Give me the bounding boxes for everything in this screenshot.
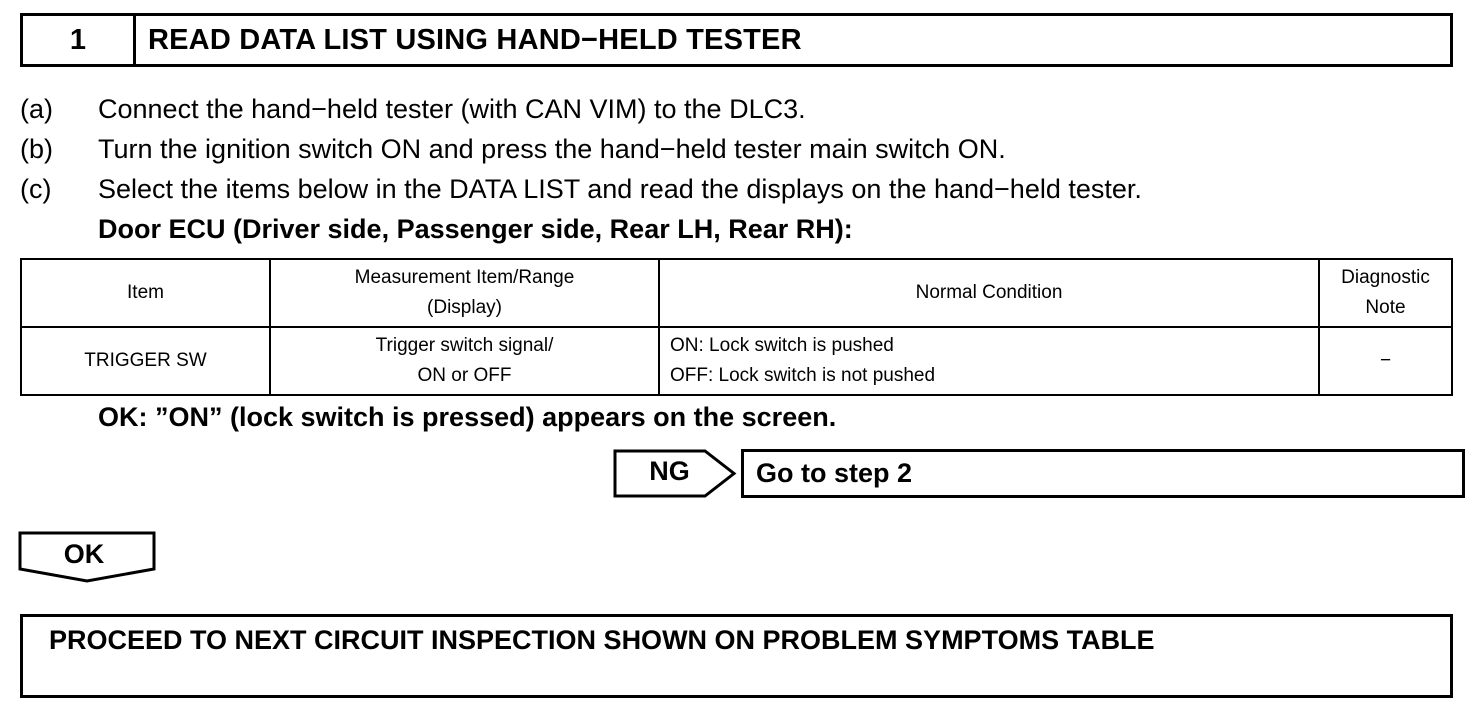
cell-normal-line2: OFF: Lock switch is not pushed — [670, 365, 936, 386]
header-diag-line2: Note — [1365, 297, 1406, 318]
final-action-text: PROCEED TO NEXT CIRCUIT INSPECTION SHOWN ON PROBLEM SYMPTOMS TABLE — [49, 625, 1155, 655]
instruction-c — [20, 174, 1142, 204]
goto-step-box: Go to step 2 — [741, 449, 1465, 498]
table-row — [21, 327, 1452, 395]
header-item: Item — [21, 259, 270, 327]
instruction-text: Turn the ignition switch ON and press the hand−held tester main switch ON. — [98, 134, 1006, 164]
instruction-label: (a) — [20, 94, 53, 124]
cell-diagnostic-note: − — [1319, 327, 1452, 395]
instruction-label: (b) — [20, 134, 53, 164]
ok-arrow-label: OK — [63, 539, 105, 569]
ok-condition: OK: ”ON” (lock switch is pressed) appears on the screen. — [98, 402, 837, 432]
header-diagnostic-note — [1319, 259, 1452, 327]
instruction-label: (c) — [20, 174, 52, 204]
ng-label: NG — [649, 456, 690, 486]
step-number: 1 — [23, 16, 136, 64]
step-header — [20, 13, 1453, 67]
header-diag-line1: Diagnostic — [1341, 267, 1430, 288]
instruction-text: Connect the hand−held tester (with CAN VIM) to the DLC3. — [98, 94, 806, 124]
final-action-box — [20, 614, 1453, 698]
cell-normal-condition — [659, 327, 1319, 395]
step-title: READ DATA LIST USING HAND−HELD TESTER — [148, 23, 802, 56]
cell-measurement-line1: Trigger switch signal/ — [375, 335, 554, 356]
data-list-table — [20, 258, 1453, 396]
header-measurement-line1: Measurement Item/Range — [354, 267, 575, 288]
cell-normal-line1: ON: Lock switch is pushed — [670, 335, 894, 356]
cell-measurement-line2: ON or OFF — [417, 365, 512, 386]
subheading: Door ECU (Driver side, Passenger side, Rear LH, Rear RH): — [98, 214, 853, 244]
cell-measurement — [270, 327, 659, 395]
cell-item: TRIGGER SW — [21, 327, 270, 395]
instruction-b — [20, 134, 1006, 164]
header-normal-condition: Normal Condition — [659, 259, 1319, 327]
instruction-a — [20, 94, 806, 124]
instruction-text: Select the items below in the DATA LIST and read the displays on the hand−held tester. — [98, 174, 1142, 204]
table-header-row — [21, 259, 1452, 327]
header-measurement-line2: (Display) — [427, 297, 502, 318]
header-measurement — [270, 259, 659, 327]
